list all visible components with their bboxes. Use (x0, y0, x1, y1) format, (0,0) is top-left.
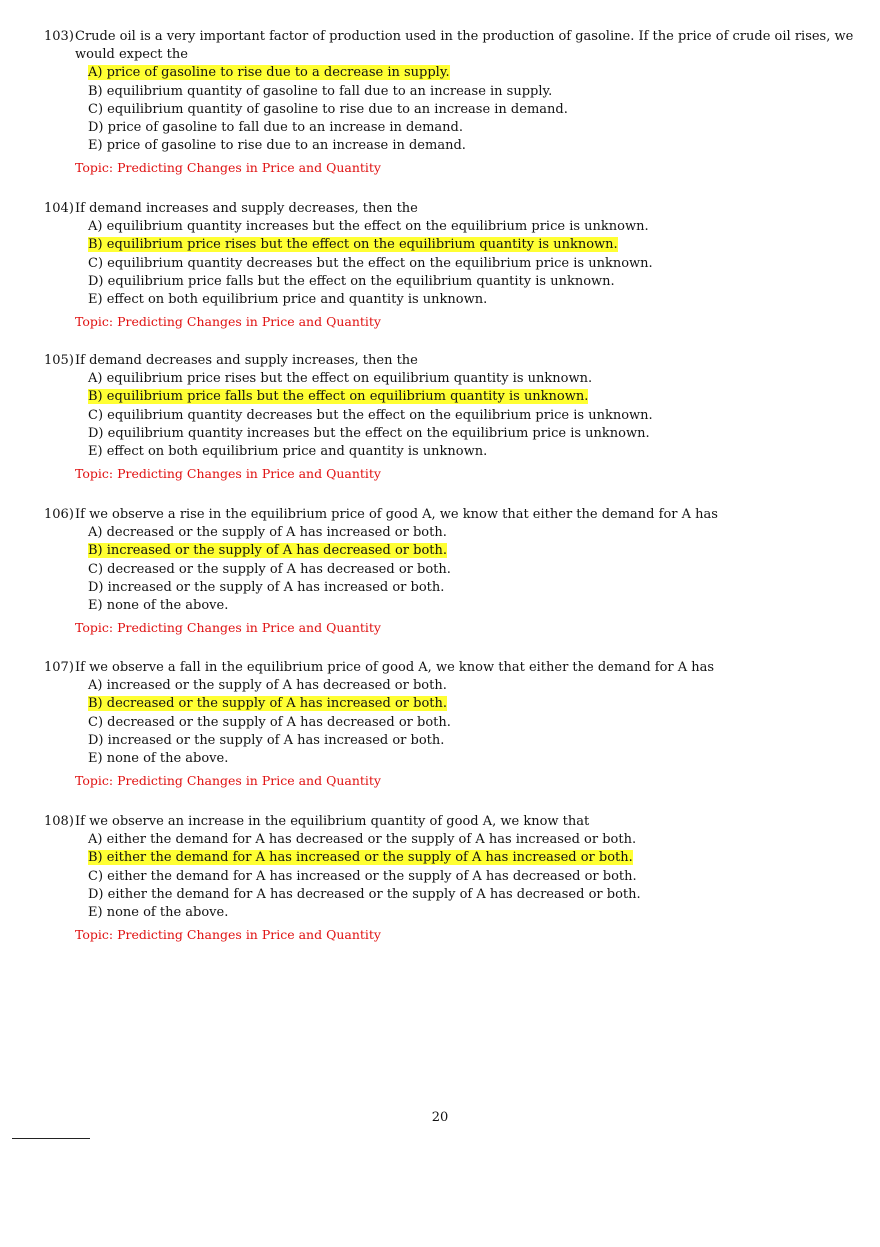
option-c: C) equilibrium quantity of gasoline to rise due to an increase in demand. (88, 101, 568, 117)
answer-options (88, 677, 854, 768)
question-text: If demand decreases and supply increases, then the (75, 353, 418, 368)
question-stem (44, 659, 854, 677)
option-c: C) either the demand for A has increased or the supply of A has decreased or both. (88, 868, 637, 884)
question-number: 107) (44, 660, 74, 675)
question-103 (44, 28, 854, 178)
question-106 (44, 506, 854, 637)
option-c: C) decreased or the supply of A has decreased or both. (88, 561, 451, 577)
question-stem (44, 813, 854, 831)
answer-options (88, 64, 854, 155)
option-a: A) either the demand for A has decreased or the supply of A has increased or both. (88, 832, 637, 848)
option-c: C) decreased or the supply of A has decreased or both. (88, 714, 451, 730)
topic-label: Topic: Predicting Changes in Price and Quantity (75, 773, 381, 789)
question-105 (44, 352, 854, 483)
topic-label: Topic: Predicting Changes in Price and Quantity (75, 314, 381, 330)
question-number: 104) (44, 201, 74, 216)
option-b (88, 388, 854, 406)
answer-options (88, 370, 854, 461)
option-c: C) equilibrium quantity decreases but the effect on the equilibrium price is unknown. (88, 255, 653, 271)
option-e: E) none of the above. (88, 598, 229, 614)
page-number: 20 (431, 1110, 449, 1125)
topic-label: Topic: Predicting Changes in Price and Quantity (75, 927, 381, 943)
option-b (88, 236, 854, 254)
topic-label: Topic: Predicting Changes in Price and Quantity (75, 160, 381, 176)
option-a (88, 64, 854, 82)
option-e: E) none of the above. (88, 751, 229, 767)
option-d: D) either the demand for A has decreased or the supply of A has decreased or both. (88, 886, 641, 902)
question-text: If we observe a fall in the equilibrium price of good A, we know that either the demand for A has (75, 660, 715, 675)
option-b (88, 695, 854, 713)
option-a: A) equilibrium price rises but the effect on equilibrium quantity is unknown. (88, 371, 593, 387)
question-stem (44, 200, 854, 218)
option-d: D) increased or the supply of A has increased or both. (88, 579, 445, 595)
question-text: If demand increases and supply decreases, then the (75, 201, 418, 216)
question-107 (44, 659, 854, 790)
topic-label: Topic: Predicting Changes in Price and Quantity (75, 620, 381, 636)
question-104 (44, 200, 854, 331)
question-number: 106) (44, 507, 74, 522)
question-108 (44, 813, 854, 944)
option-e: E) effect on both equilibrium price and quantity is unknown. (88, 292, 488, 308)
question-stem (44, 28, 854, 64)
option-a: A) decreased or the supply of A has increased or both. (88, 525, 447, 541)
answer-options (88, 524, 854, 615)
footnote-divider (12, 1138, 90, 1139)
option-e: E) none of the above. (88, 905, 229, 921)
question-stem (44, 352, 854, 370)
highlighted-answer: B) equilibrium price rises but the effect on the equilibrium quantity is unknown. (88, 237, 618, 253)
answer-options (88, 831, 854, 922)
option-a: A) increased or the supply of A has decreased or both. (88, 678, 447, 694)
question-number: 105) (44, 353, 74, 368)
option-e: E) effect on both equilibrium price and quantity is unknown. (88, 444, 488, 460)
option-b (88, 849, 854, 867)
question-text: If we observe a rise in the equilibrium price of good A, we know that either the demand for A has (75, 507, 718, 522)
option-d: D) equilibrium price falls but the effect on the equilibrium quantity is unknown. (88, 273, 615, 289)
topic-label: Topic: Predicting Changes in Price and Quantity (75, 466, 381, 482)
highlighted-answer: B) increased or the supply of A has decreased or both. (88, 543, 448, 559)
option-a: A) equilibrium quantity increases but the effect on the equilibrium price is unknown. (88, 219, 649, 235)
answer-options (88, 218, 854, 309)
question-stem (44, 506, 854, 524)
highlighted-answer: B) equilibrium price falls but the effect on equilibrium quantity is unknown. (88, 389, 589, 405)
question-number: 103) (44, 29, 74, 44)
question-number: 108) (44, 814, 74, 829)
highlighted-answer: B) decreased or the supply of A has increased or both. (88, 696, 448, 712)
highlighted-answer: A) price of gasoline to rise due to a decrease in supply. (88, 65, 450, 81)
question-text: Crude oil is a very important factor of production used in the production of gasoline. If the price of crude oil rises, we would expect the (75, 29, 854, 63)
option-b: B) equilibrium quantity of gasoline to fall due to an increase in supply. (88, 83, 553, 99)
option-d: D) increased or the supply of A has increased or both. (88, 732, 445, 748)
option-e: E) price of gasoline to rise due to an increase in demand. (88, 138, 466, 154)
question-text: If we observe an increase in the equilibrium quantity of good A, we know that (75, 814, 590, 829)
option-c: C) equilibrium quantity decreases but the effect on the equilibrium price is unknown. (88, 407, 653, 423)
option-d: D) price of gasoline to fall due to an increase in demand. (88, 120, 463, 136)
option-b (88, 542, 854, 560)
option-d: D) equilibrium quantity increases but the effect on the equilibrium price is unknown. (88, 425, 650, 441)
highlighted-answer: B) either the demand for A has increased or the supply of A has increased or both. (88, 850, 633, 866)
